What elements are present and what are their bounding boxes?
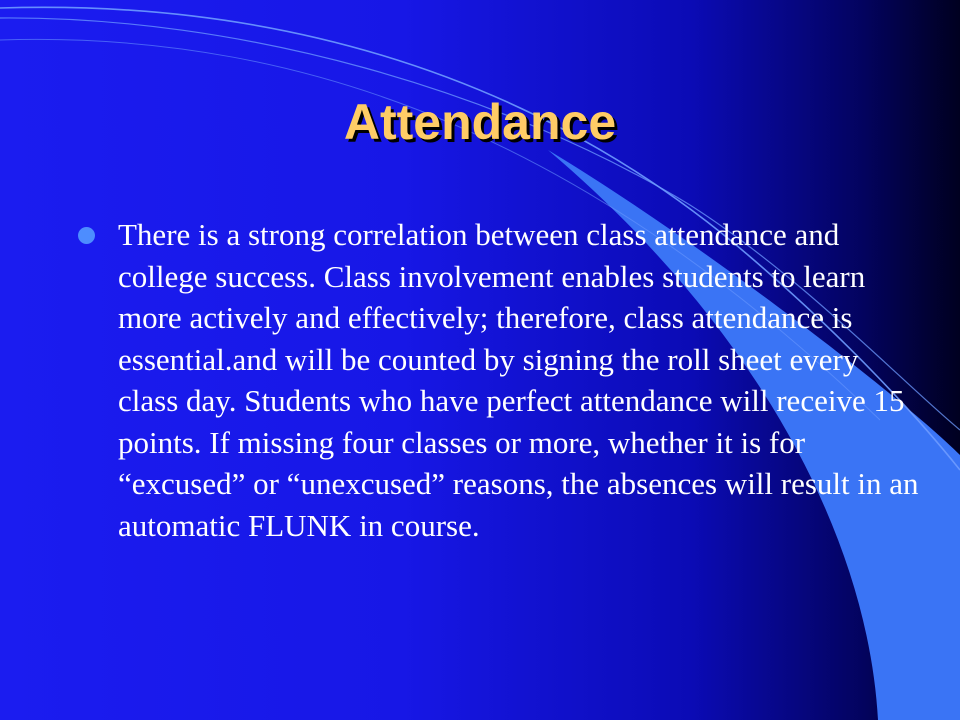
slide-title: Attendance xyxy=(343,94,617,150)
bullet-text: There is a strong correlation between class attendance and college success. Class involvement enables students to learn more actively and effectively; therefore, class attendance is essential.and will be counted by signing the roll sheet every class day. Students who have perfect attendance will receive 15 points. If missing four classes or more, whether it is for “excused” or “unexcused” reasons, the absences will result in an automatic FLUNK in course. xyxy=(118,217,919,543)
bullet-item xyxy=(78,214,924,546)
bullet-icon xyxy=(78,227,95,244)
bullet-list xyxy=(78,214,924,546)
